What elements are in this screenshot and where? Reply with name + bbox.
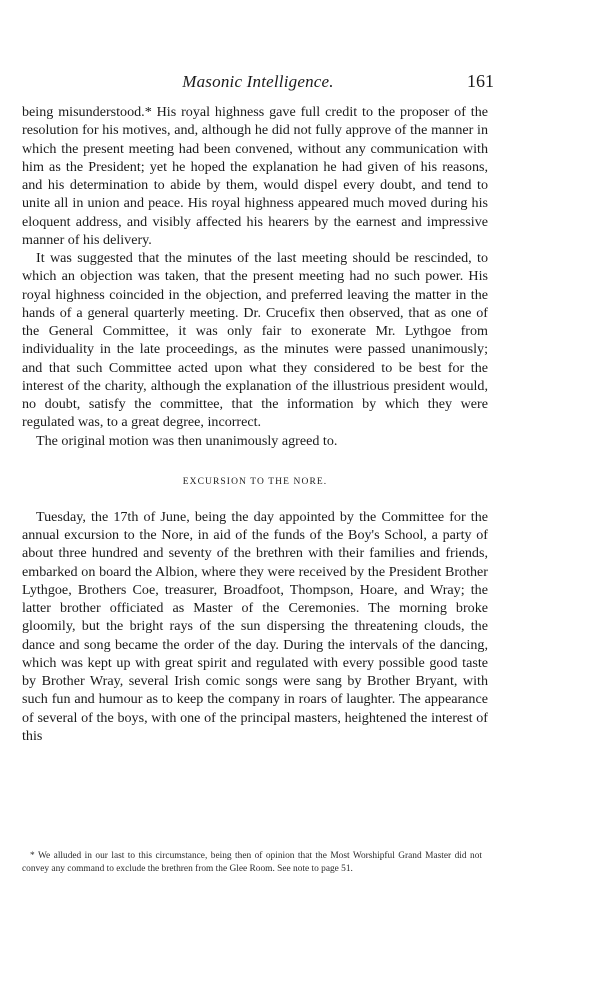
paragraph: The original motion was then unanimously agreed to.: [36, 432, 338, 449]
paragraph: It was suggested that the minutes of the last meeting should be rescinded, to which an objection was taken, that the present meeting had no such power. His royal highness coincided in the objection, and preferred leaving the matter in the hands of a general quarterly meeting. Dr. Crucefix then observed, that as one of the General Committee, it was only fair to exonerate Mr. Lythgoe from individuality in the late proceedings, as the minutes were passed unanimously; and that such Committee acted upon what they considered to be best for the interest of the charity, although the explanation of the illustrious president would, no doubt, satisfy the committee, that the information by which they were regulated was, to a great degree, incorrect.: [22, 250, 488, 431]
page-number: 161: [467, 71, 494, 91]
body-text: [22, 103, 488, 745]
section-heading: EXCURSION TO THE NORE.: [182, 476, 328, 487]
paragraph: Tuesday, the 17th of June, being the day appointed by the Committee for the annual excursion to the Nore, in aid of the funds of the Boy's School, a party of about three hundred and seventy of the brethren with their families and friends, embarked on board the Albion, where they were received by the President Brother Lythgoe, Brothers Coe, treasurer, Broadfoot, Thompson, Hoare, and Wray; the latter brother officiated as Master of the Ceremonies. The morning broke gloomily, but the bright rays of the sun dispersing the threatening clouds, the dance and song became the order of the day. During the intervals of the dancing, which was kept up with great spirit and regulated with every possible good taste by Brother Wray, several Irish comic songs were sang by Brother Bryant, with such fun and humour as to keep the company in roars of laughter. The appearance of several of the boys, with one of the principal masters, heightened the interest of this: [22, 508, 488, 744]
paragraph: being misunderstood.* His royal highness gave full credit to the proposer of the resolution for his motives, and, although he did not fully approve of the manner in which the present meeting had been convened, without any communication with him as the President; yet he hoped the explanation he had given of his reasons, and his determination to abide by them, would dispel every doubt, and tend to unite all in union and peace. His royal highness appeared much moved during his eloquent address, and visibly affected his hearers by the earnest and impressive manner of his delivery.: [22, 104, 488, 248]
footnote: [22, 850, 482, 877]
page-header: [22, 72, 494, 96]
running-title: Masonic Intelligence.: [182, 72, 334, 91]
footnote-text: * We alluded in our last to this circumstance, being then of opinion that the Most Worshipful Grand Master did not convey any command to exclude the brethren from the Glee Room. See note to page 51.: [22, 851, 482, 875]
